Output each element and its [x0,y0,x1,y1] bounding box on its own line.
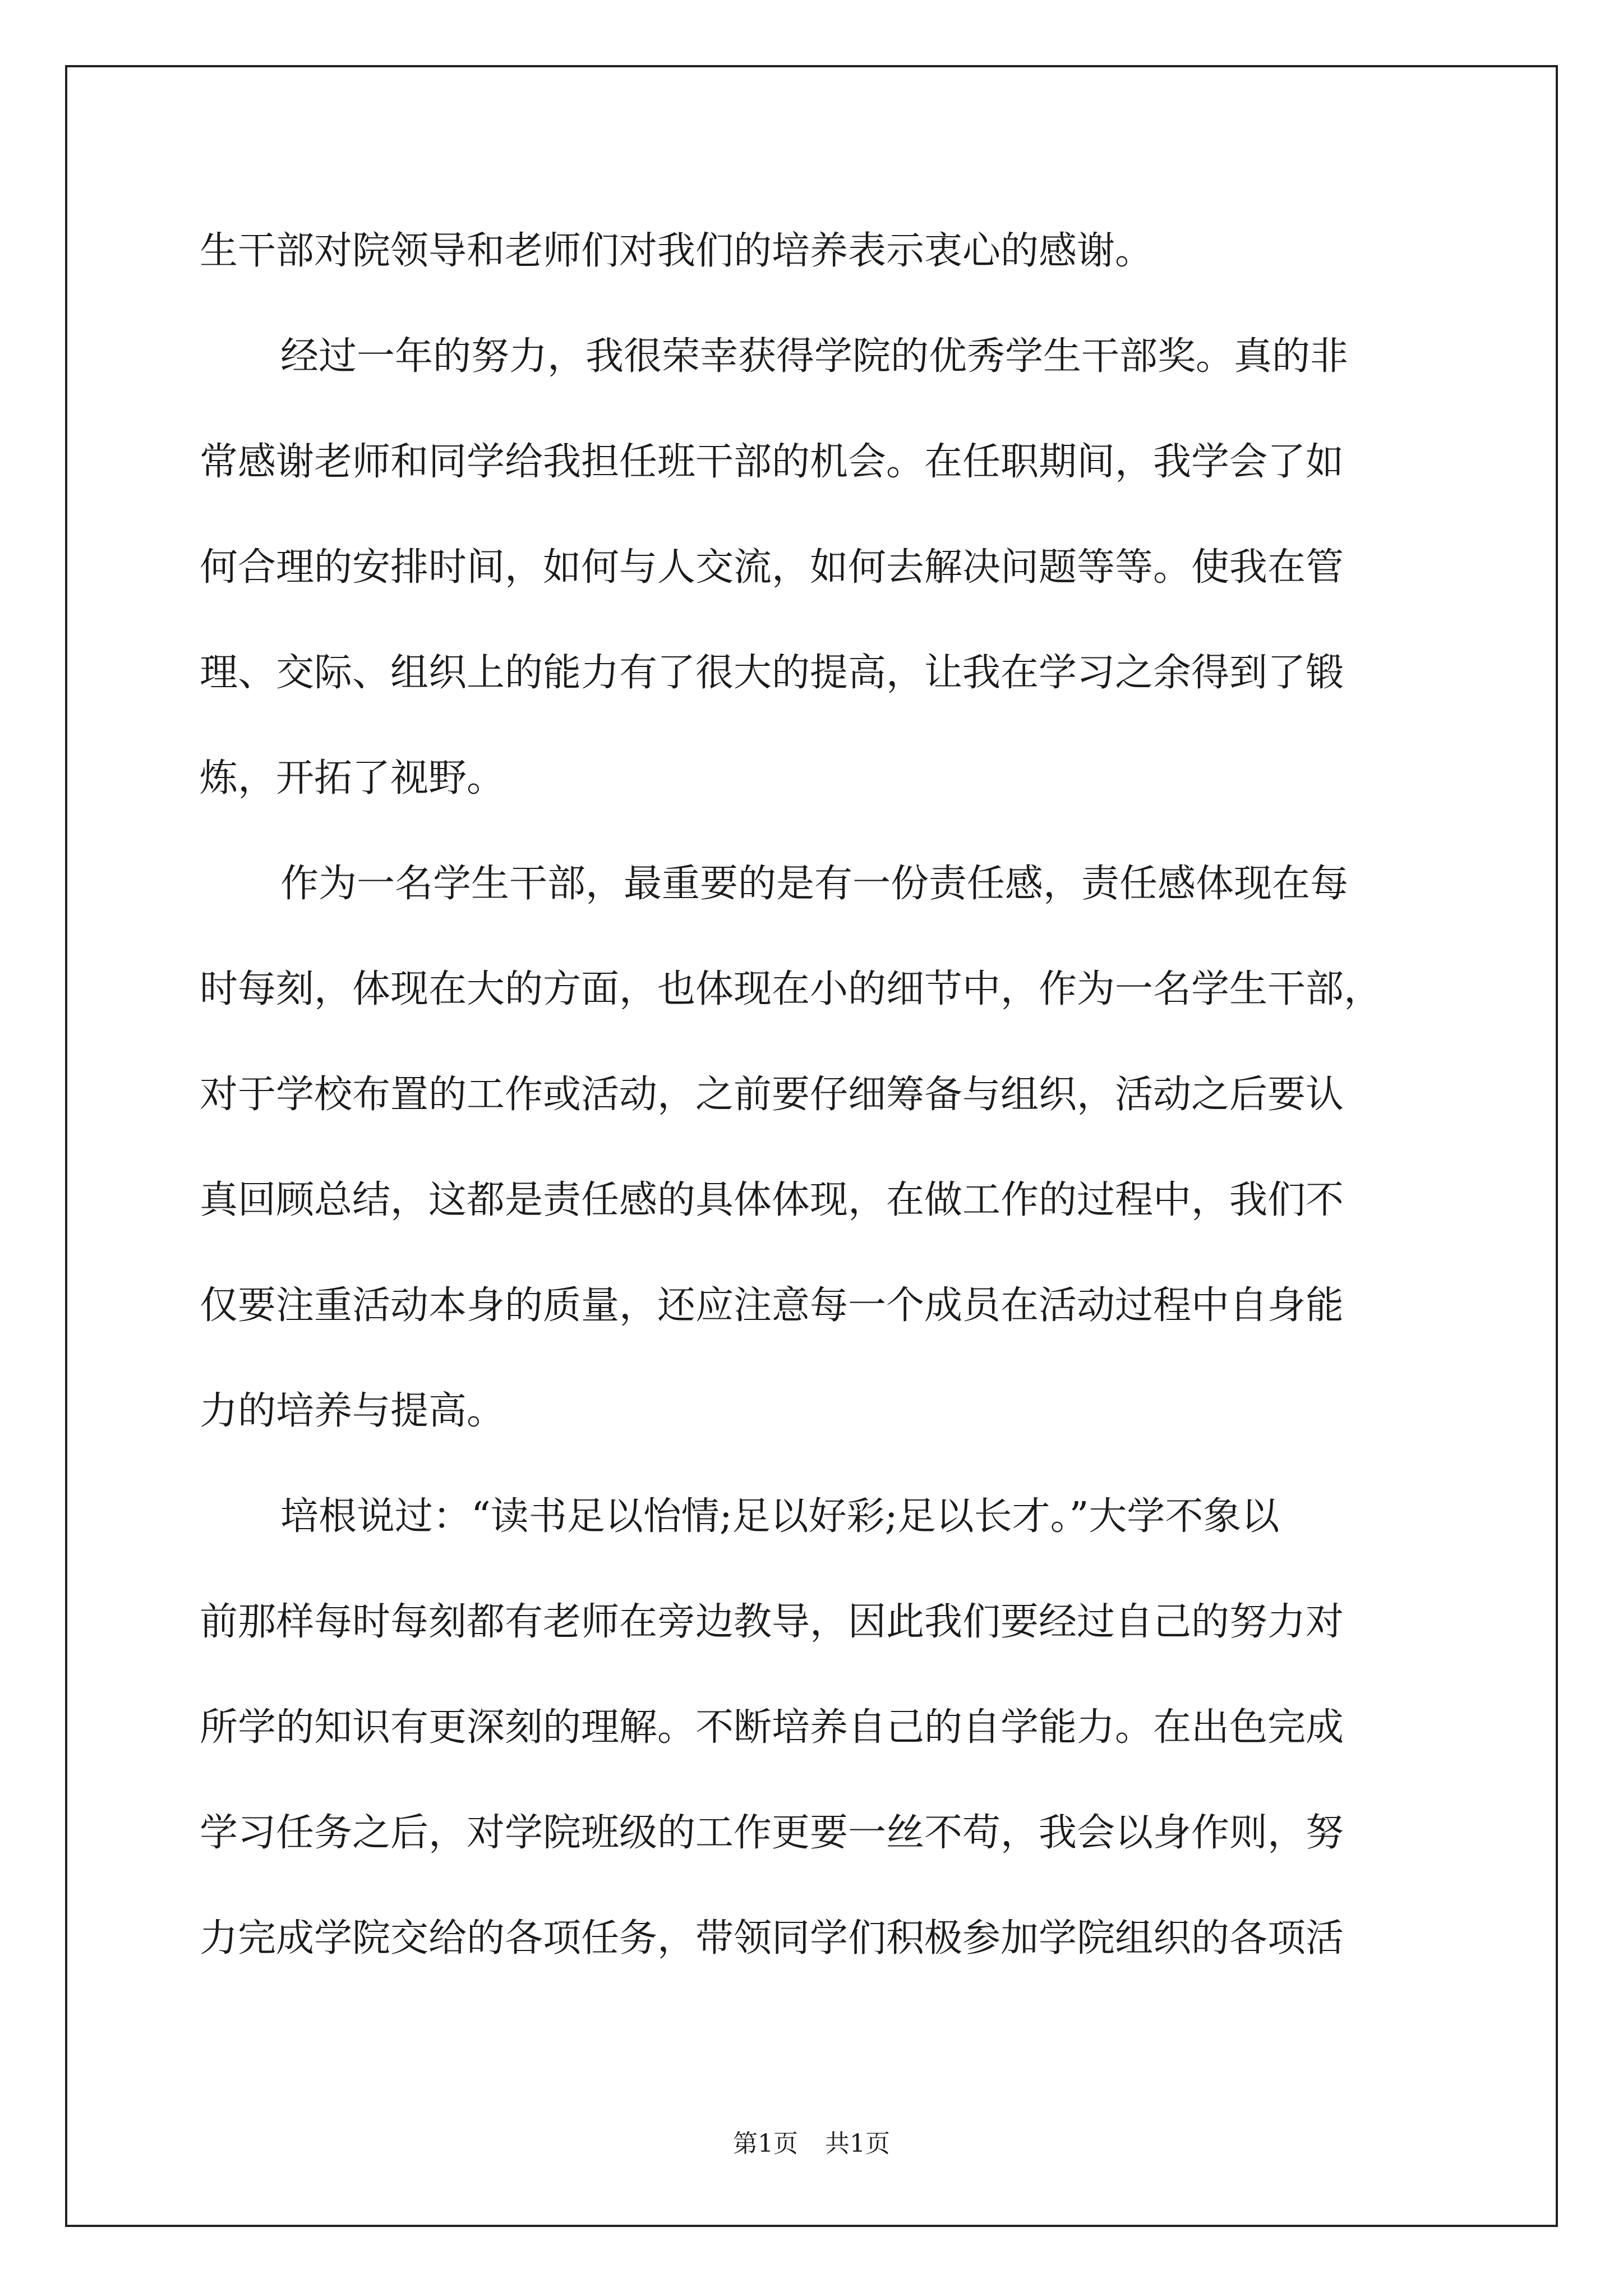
text-line: 对于学校布置的工作或活动，之前要仔细筹备与组织，活动之后要认 [200,1073,1344,1117]
text-line: 何合理的安排时间，如何与人交流，如何去解决问题等等。使我在管 [200,545,1344,590]
text-line: 仅要注重活动本身的质量，还应注意每一个成员在活动过程中自身能 [200,1283,1344,1328]
text-line: 前那样每时每刻都有老师在旁边教导，因此我们要经过自己的努力对 [200,1600,1344,1644]
document-body [200,199,1433,1991]
text-line: 生干部对院领导和老师们对我们的培养表示衷心的感谢。 [200,229,1154,273]
page-footer [0,2127,1623,2161]
page-number: 第1页 [733,2129,798,2158]
text-line: 真回顾总结，这都是责任感的具体体现，在做工作的过程中，我们不 [200,1178,1344,1222]
text-line: 经过一年的努力，我很荣幸获得学院的优秀学生干部奖。真的非 [280,334,1349,379]
text-line: 时每刻，体现在大的方面，也体现在小的细节中，作为一名学生干部， [200,967,1382,1011]
text-line: 力完成学院交给的各项任务，带领同学们积极参加学院组织的各项活 [200,1916,1344,1961]
text-line: 理、交际、组织上的能力有了很大的提高，让我在学习之余得到了锻 [200,651,1344,695]
text-line: 培根说过：“读书足以怡情;足以好彩;足以长才。”大学不象以 [280,1494,1280,1539]
text-line: 常感谢老师和同学给我担任班干部的机会。在任职期间，我学会了如 [200,440,1344,484]
text-line: 力的培养与提高。 [200,1389,505,1433]
text-line: 炼，开拓了视野。 [200,756,505,800]
text-line: 作为一名学生干部，最重要的是有一份责任感，责任感体现在每 [280,862,1349,906]
page-total: 共1页 [825,2129,890,2158]
text-line: 所学的知识有更深刻的理解。不断培养自己的自学能力。在出色完成 [200,1705,1344,1750]
text-line: 学习任务之后，对学院班级的工作更要一丝不苟，我会以身作则，努 [200,1811,1344,1855]
